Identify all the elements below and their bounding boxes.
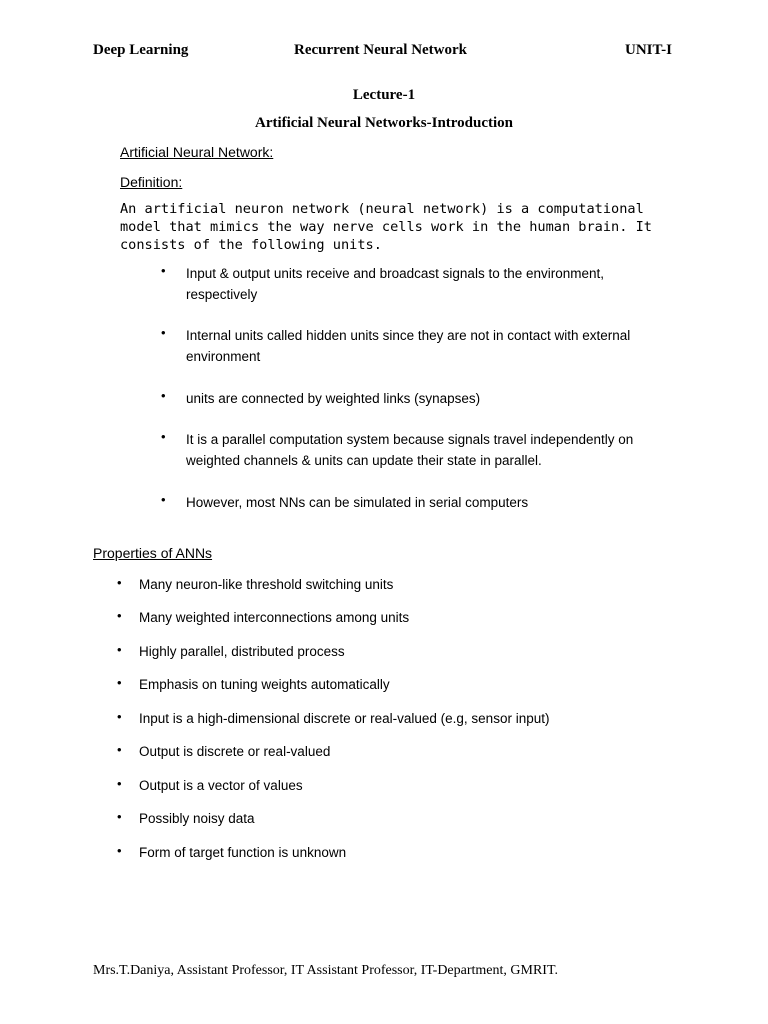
list-bullet: • xyxy=(117,608,122,623)
section-subheading: Artificial Neural Network: xyxy=(120,144,274,160)
list-bullet: • xyxy=(117,742,122,757)
list-item: Emphasis on tuning weights automatically xyxy=(139,677,390,692)
list-item: Many weighted interconnections among units xyxy=(139,610,410,625)
header-unit: UNIT-I xyxy=(625,42,672,58)
list-bullet: • xyxy=(117,709,122,724)
list-bullet: • xyxy=(161,388,166,403)
page-title: Artificial Neural Networks-Introduction xyxy=(254,115,514,131)
header-course: Deep Learning xyxy=(93,42,189,58)
properties-heading: Properties of ANNs xyxy=(93,545,213,561)
header-topic: Recurrent Neural Network xyxy=(294,42,468,58)
list-item: Highly parallel, distributed process xyxy=(139,644,345,659)
list-bullet: • xyxy=(161,325,166,340)
list-bullet: • xyxy=(117,776,122,791)
list-item: However, most NNs can be simulated in serial computers xyxy=(186,495,529,510)
list-item: Output is discrete or real-valued xyxy=(139,744,331,759)
list-item: It is a parallel computation system because signals travel independently on weighted channels & units can update their state in parallel. xyxy=(186,432,634,468)
list-bullet: • xyxy=(117,575,122,590)
definition-paragraph: An artificial neuron network (neural network) is a computational model that mimics the way nerve cells work in the human brain. It consists of the following units. xyxy=(120,201,652,253)
list-bullet: • xyxy=(117,675,122,690)
list-item: units are connected by weighted links (synapses) xyxy=(186,391,481,406)
lecture-number: Lecture-1 xyxy=(352,87,416,103)
list-item: Many neuron-like threshold switching units xyxy=(139,577,394,592)
list-item: Form of target function is unknown xyxy=(139,845,347,860)
page-footer: Mrs.T.Daniya, Assistant Professor, IT Assistant Professor, IT-Department, GMRIT. xyxy=(93,963,558,978)
list-item: Possibly noisy data xyxy=(139,811,255,826)
list-bullet: • xyxy=(161,429,166,444)
definition-heading: Definition: xyxy=(120,174,183,190)
list-item: Internal units called hidden units since they are not in contact with external environment xyxy=(186,328,631,364)
list-bullet: • xyxy=(161,492,166,507)
list-item: Input is a high-dimensional discrete or real-valued (e.g, sensor input) xyxy=(139,711,550,726)
list-item: Input & output units receive and broadcast signals to the environment, respectively xyxy=(186,266,605,302)
list-item: Output is a vector of values xyxy=(139,778,303,793)
list-bullet: • xyxy=(161,263,166,278)
list-bullet: • xyxy=(117,809,122,824)
list-bullet: • xyxy=(117,642,122,657)
list-bullet: • xyxy=(117,843,122,858)
